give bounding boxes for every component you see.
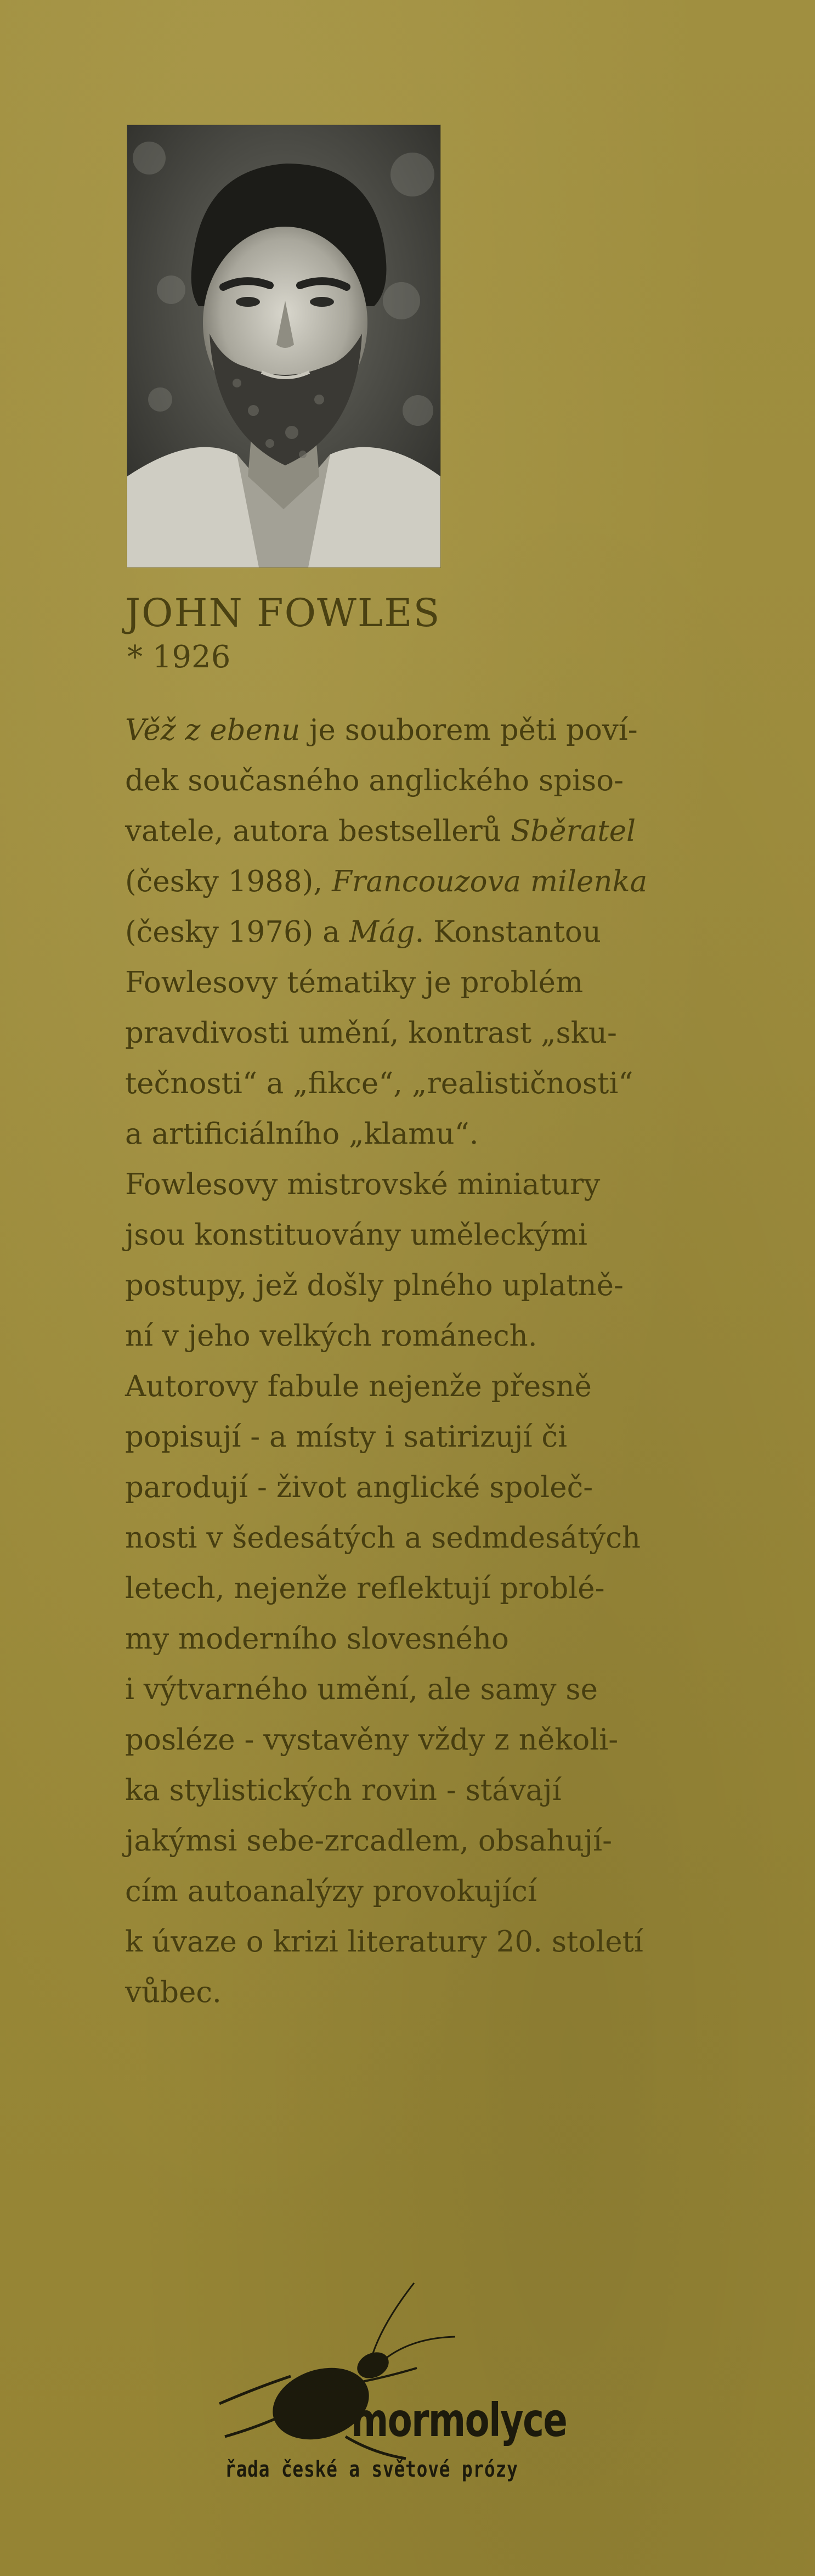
description-text: jakýmsi sebe-zrcadlem, obsahují- [125,1824,613,1858]
description-line [125,1059,717,1109]
publisher-tagline: řada české a světové prózy [225,2457,518,2482]
description-line [125,806,717,857]
book-title-italic: Věž z ebenu [125,713,301,747]
description-text: my moderního slovesného [125,1622,509,1656]
description-text: jsou konstituovány uměleckými [125,1218,587,1252]
description-text: . Konstantou [415,915,601,949]
description-line [125,1967,717,2018]
description-line [125,1917,717,1967]
description-line [125,1210,717,1261]
description-line [125,907,717,958]
description-text: posléze - vystavěny vždy z několi- [125,1723,619,1757]
description-line [125,1513,717,1563]
description-text: Fowlesovy mistrovské miniatury [125,1168,601,1201]
description-line [125,1261,717,1311]
description-text: Fowlesovy tématiky je problém [125,966,584,999]
description-text: ní v jeho velkých románech. [125,1319,537,1353]
description-line [125,705,717,756]
description-text: a artificiálního „klamu“. [125,1117,479,1151]
description-text: cím autoanalýzy provokující [125,1875,537,1908]
description-text: i výtvarného umění, ale samy se [125,1673,598,1706]
description-text: letech, nejenže reflektují problé- [125,1572,605,1605]
description-line [125,857,717,907]
description-text: ka stylistických rovin - stávají [125,1774,562,1807]
description-text: Autorovy fabule nejenže přesně [125,1370,592,1403]
description-text: tečnosti“ a „fikce“, „realističnosti“ [125,1067,633,1100]
description-line [125,1664,717,1715]
book-title-italic: Francouzova milenka [332,865,648,898]
description-line [125,1866,717,1917]
author-photo-image [127,125,440,567]
description-text: popisují - a místy i satirizují či [125,1420,568,1454]
description-text: pravdivosti umění, kontrast „sku- [125,1016,617,1050]
book-description [125,705,717,2018]
description-line [125,1412,717,1463]
description-text: parodují - život anglické společ- [125,1471,593,1504]
description-line [125,1109,717,1160]
description-line [125,958,717,1008]
description-line [125,1614,717,1664]
description-line [125,756,717,806]
author-birth-year: * 1926 [127,639,231,675]
description-line [125,1715,717,1765]
description-text: je souborem pěti poví- [300,713,638,747]
publisher-logo [208,2272,592,2491]
book-title-italic: Mág [349,915,415,949]
description-line [125,1765,717,1816]
author-photo [127,125,440,567]
description-line [125,1008,717,1059]
description-text: nosti v šedesátých a sedmdesátých [125,1521,641,1555]
description-line [125,1563,717,1614]
description-text: (česky 1988), [125,865,332,898]
description-text: vatele, autora bestsellerů [125,814,511,848]
book-title-italic: Sběratel [510,814,636,848]
description-line [125,1816,717,1866]
description-text: postupy, jež došly plného uplatně- [125,1269,624,1302]
author-name: JOHN FOWLES [125,590,441,635]
description-text: vůbec. [125,1976,222,2009]
publisher-brand: mormolyce [351,2393,567,2447]
description-text: k úvaze o krizi literatury 20. století [125,1925,643,1959]
description-line [125,1160,717,1210]
description-line [125,1362,717,1412]
description-line [125,1463,717,1513]
description-text: dek současného anglického spiso- [125,764,624,797]
description-text: (česky 1976) a [125,915,349,949]
description-line [125,1311,717,1362]
